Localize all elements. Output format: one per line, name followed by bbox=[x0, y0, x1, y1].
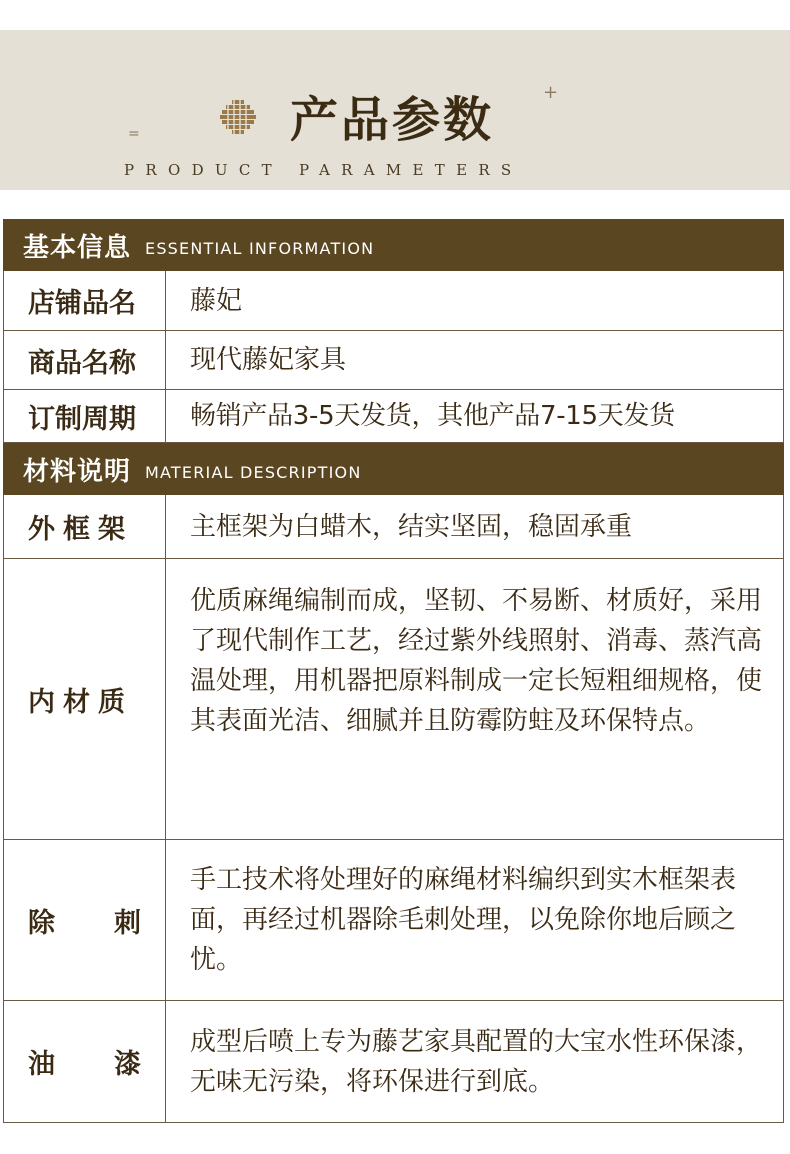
row-label-part: 刺 bbox=[114, 907, 141, 939]
table-row bbox=[3, 495, 784, 559]
table-row bbox=[3, 559, 784, 840]
row-value: 优质麻绳编制而成，坚韧、不易断、材质好，采用了现代制作工艺，经过紫外线照射、消毒、蒸汽高温处理，用机器把原料制成一定长短粗细规格，使其表面光洁、细腻并且防霉防蛀及环保特点。 bbox=[190, 586, 763, 736]
row-label-part: 除 bbox=[28, 907, 55, 939]
section-title-en: MATERIAL DESCRIPTION bbox=[145, 462, 362, 482]
row-value: 现代藤妃家具 bbox=[190, 345, 347, 375]
row-label-part: 漆 bbox=[114, 1049, 141, 1080]
lattice-emblem-icon bbox=[218, 98, 258, 138]
table-row bbox=[3, 331, 784, 390]
decorative-equals: = bbox=[128, 126, 140, 142]
section-header-material bbox=[3, 443, 784, 495]
row-value: 成型后喷上专为藤艺家具配置的大宝水性环保漆，无味无污染，将环保进行到底。 bbox=[190, 1026, 763, 1097]
row-label: 外框架 bbox=[4, 495, 166, 558]
row-label: 订制周期 bbox=[4, 390, 166, 442]
table-row bbox=[3, 1001, 784, 1123]
section-title-cn: 基本信息 bbox=[23, 232, 132, 263]
section-title-en: ESSENTIAL INFORMATION bbox=[145, 238, 375, 258]
row-value: 畅销产品3-5天发货，其他产品7-15天发货 bbox=[190, 401, 675, 431]
row-label: 店铺品名 bbox=[4, 271, 166, 330]
row-value: 手工技术将处理好的麻绳材料编织到实木框架表面，再经过机器除毛刺处理，以免除你地后顾之忧。 bbox=[190, 865, 737, 975]
decorative-plus: + bbox=[543, 82, 559, 103]
table-row bbox=[3, 390, 784, 443]
row-label: 商品名称 bbox=[4, 331, 166, 389]
section-header-basic bbox=[3, 219, 784, 271]
page-subtitle: PRODUCT PARAMETERS bbox=[124, 161, 523, 179]
table-row bbox=[3, 271, 784, 331]
table-row bbox=[3, 840, 784, 1001]
row-label bbox=[4, 1001, 166, 1122]
row-label bbox=[4, 840, 166, 1000]
section-title-cn: 材料说明 bbox=[23, 456, 132, 487]
header-banner bbox=[0, 30, 790, 190]
row-value: 主框架为白蜡木，结实坚固，稳固承重 bbox=[190, 511, 633, 542]
page-title: 产品参数 bbox=[290, 92, 495, 148]
row-value: 藤妃 bbox=[190, 285, 243, 316]
row-label-part: 油 bbox=[28, 1049, 55, 1080]
parameters-table bbox=[3, 219, 784, 1123]
row-label: 内材质 bbox=[4, 559, 166, 839]
